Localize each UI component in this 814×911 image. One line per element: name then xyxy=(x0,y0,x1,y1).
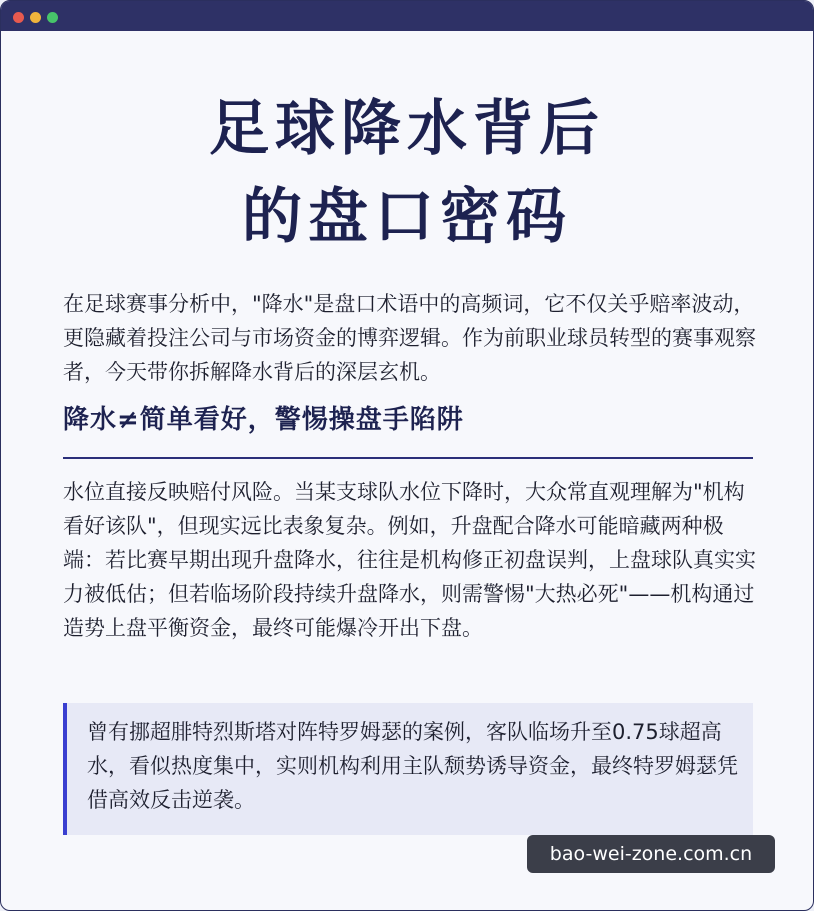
maximize-window-dot-icon[interactable] xyxy=(47,12,58,23)
page-title-line-1: 足球降水背后 xyxy=(209,94,605,164)
intro-paragraph: 在足球赛事分析中，"降水"是盘口术语中的高频词，它不仅关乎赔率波动，更隐藏着投注公司与市场资金的博弈逻辑。作为前职业球员转型的赛事观察者，今天带你拆解降水背后的深层玄机。 xyxy=(63,292,756,384)
body-paragraph: 水位直接反映赔付风险。当某支球队水位下降时，大众常直观理解为"机构看好该队"，但现实远比表象复杂。例如，升盘配合降水可能暗藏两种极端：若比赛早期出现升盘降水，往往是机构修正初盘误判，上盘球队真实实力被低估；但若临场阶段持续升盘降水，则需警惕"大热必死"——机构通过造势上盘平衡资金，最终可能爆冷开出下盘。 xyxy=(63,480,756,640)
section-divider xyxy=(63,457,753,459)
site-watermark: bao-wei-zone.com.cn xyxy=(527,835,775,873)
page-title-line-2: 的盘口密码 xyxy=(242,182,572,252)
section-heading: 降水≠简单看好，警惕操盘手陷阱 xyxy=(63,405,464,435)
window-titlebar xyxy=(1,1,813,31)
minimize-window-dot-icon[interactable] xyxy=(30,12,41,23)
case-callout xyxy=(63,703,753,835)
callout-text: 曾有挪超腓特烈斯塔对阵特罗姆瑟的案例，客队临场升至0.75球超高水，看似热度集中，实则机构利用主队颓势诱导资金，最终特罗姆瑟凭借高效反击逆袭。 xyxy=(87,720,738,812)
close-window-dot-icon[interactable] xyxy=(13,12,24,23)
